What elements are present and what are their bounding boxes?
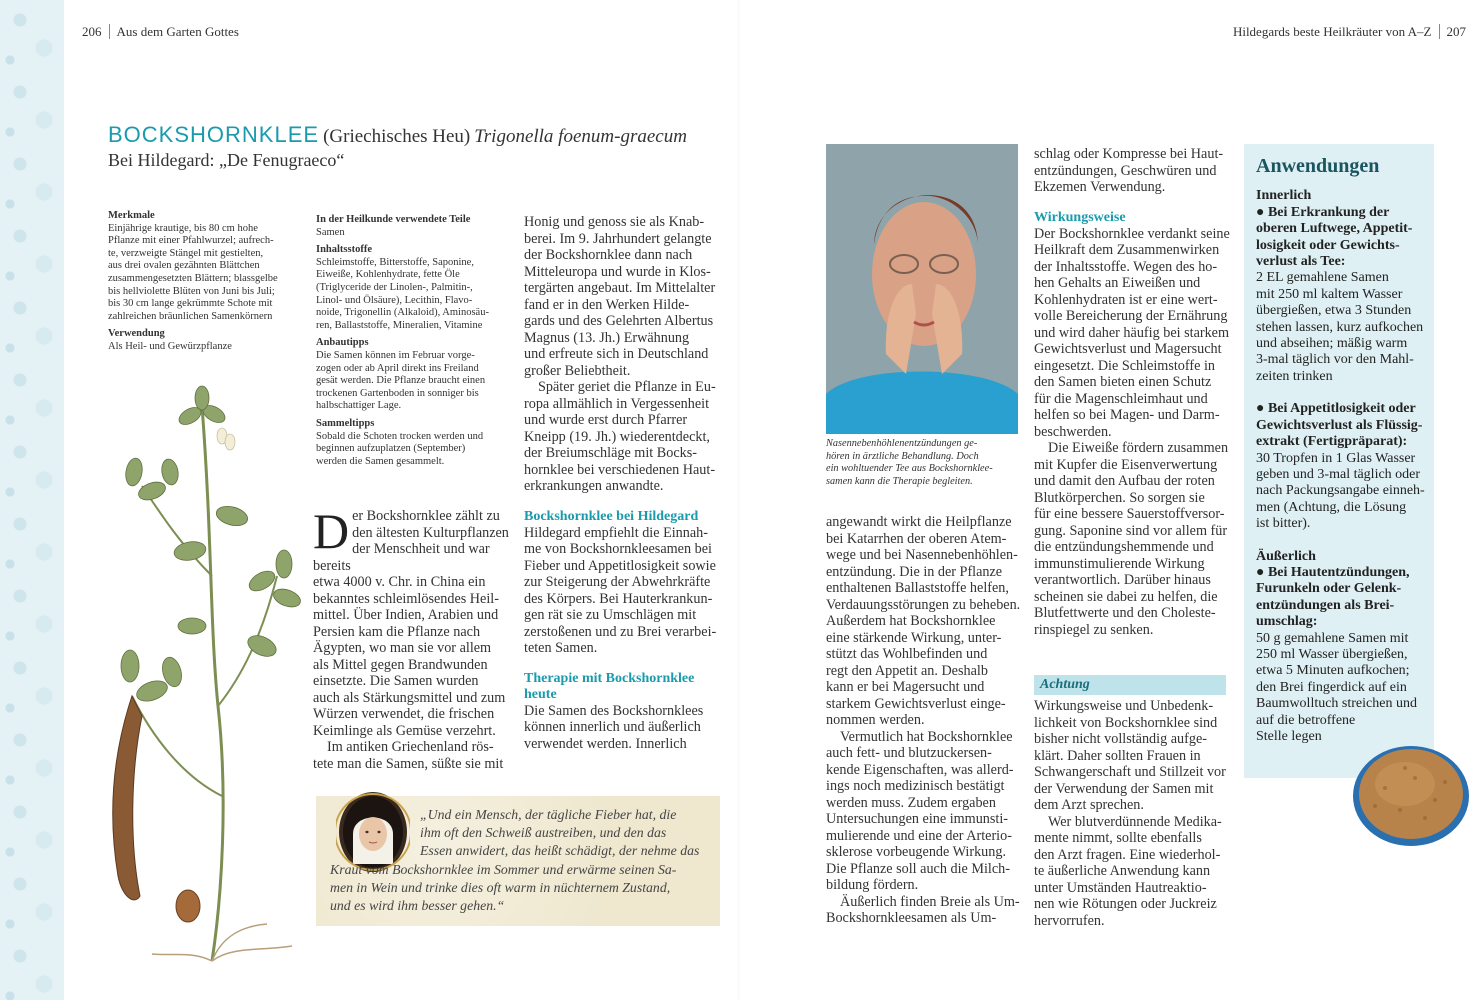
- text-line: Pflanze mit einer Pfahlwurzel; aufrech-: [108, 235, 274, 247]
- text-line: verwendet werden. Innerlich: [524, 735, 687, 752]
- text-line: bildung fördern.: [826, 877, 919, 893]
- text-line: hen Gehalts an Eiweißen und: [1034, 275, 1201, 291]
- text-line: zahlreichen bräunlichen Samenkörnern: [108, 310, 273, 322]
- text-line: schlag oder Kompresse bei Haut-: [1034, 146, 1224, 162]
- text-line: bisher nicht vollständig aufge-: [1034, 731, 1207, 747]
- intro-text: [313, 503, 513, 772]
- text-line: Eiweiße, Kohlenhydrate, fette Öle: [316, 269, 460, 281]
- text-line: gung. Saponine sind vor allem für: [1034, 522, 1228, 539]
- hildegard-name: Bei Hildegard: „De Fenugraeco“: [108, 150, 345, 170]
- sammeltipps-heading: Sammeltipps: [316, 417, 375, 429]
- text-line: gards und des Gelehrten Albertus: [524, 313, 714, 329]
- text-line: unter Umständen Hautreaktio-: [1034, 879, 1207, 896]
- page-gutter: [738, 0, 740, 1000]
- text-line: Bockshornkleesamen als Um-: [826, 910, 997, 926]
- text-line: trockenen Gartenboden in sonniger bis: [316, 387, 479, 399]
- photo-caption: [826, 438, 1024, 488]
- plant-illustration: [72, 376, 312, 966]
- text-line: und abseihen; mäßig warm: [1256, 336, 1408, 352]
- column-3-text: [524, 214, 720, 752]
- text-line: Mitteleuropa und wurde in Klos-: [524, 263, 711, 280]
- text-line: Schleimstoffe, Bitterstoffe, Saponine,: [316, 256, 474, 268]
- text-line: Würzen verwendet, die frischen: [313, 706, 495, 722]
- text-line: hervorrufen.: [1034, 912, 1105, 929]
- text-line: scheinen sie dabei zu helfen, die: [1034, 588, 1218, 605]
- text-line: sklerose vorbeugende Wirkung.: [826, 844, 1007, 860]
- text-line: immunstimulierende Wirkung: [1034, 555, 1205, 572]
- text-line: mit Kupfer die Eisenverwertung: [1034, 456, 1218, 473]
- text-line: rinspiegel zu senken.: [1034, 621, 1154, 638]
- text-line: Äußerlich finden Breie als Um-: [840, 893, 1020, 910]
- text-line: losigkeit oder Gewichts-: [1256, 237, 1400, 253]
- text-line: fand er in den Werken Hilde-: [524, 296, 690, 313]
- text-line: auch als Stärkungsmittel und zum: [313, 689, 506, 706]
- text-line: Sobald die Schoten trocken werden und: [316, 430, 484, 442]
- text-line: und wird daher häufig bei starkem: [1034, 324, 1230, 341]
- plant-name: BOCKSHORNKLEE: [108, 122, 320, 147]
- text-line: nen wie Rötungen oder Juckreiz: [1034, 896, 1217, 912]
- text-line: ist bitter).: [1256, 516, 1311, 532]
- text-line: stehen lassen, kurz aufkochen: [1256, 319, 1424, 335]
- verwendung-heading: Verwendung: [108, 328, 165, 340]
- text-line: geben und 3-mal täglich oder: [1256, 466, 1421, 482]
- section-heading-hildegard: Bockshornklee bei Hildegard: [524, 508, 699, 524]
- innerlich-heading: Innerlich: [1256, 188, 1312, 204]
- text-line: Ekzemen Verwendung.: [1034, 179, 1166, 195]
- text-line: ein wohltuender Tee aus Bockshornklee-: [826, 463, 993, 474]
- text-line: Untersuchungen eine immunsti-: [826, 811, 1009, 827]
- text-line: Einjährige krautige, bis 80 cm hohe: [108, 222, 258, 234]
- text-line: bei Katarrhen der oberen Atem-: [826, 530, 1007, 547]
- anbautipps-heading: Anbautipps: [316, 337, 369, 349]
- text-line: me von Bockshornkleesamen bei: [524, 541, 712, 557]
- text-line: tergärten angebaut. Im Mittelalter: [524, 280, 716, 296]
- text-line: den Samen bieten einen Schutz: [1034, 374, 1212, 390]
- text-line: mit 250 ml kaltem Wasser: [1256, 286, 1403, 302]
- text-line: mente nimmt, sollte ebenfalls: [1034, 830, 1202, 846]
- text-line: nach Packungsangabe einneh-: [1256, 483, 1425, 499]
- spacer: [1256, 385, 1428, 401]
- teile-text: Samen: [316, 226, 345, 238]
- text-line: Der Bockshornklee verdankt seine: [1034, 225, 1230, 242]
- text-line: den ältesten Kulturpflanzen: [352, 524, 509, 541]
- text-line: Ägypten, wo man sie vor allem: [313, 640, 492, 656]
- hildegard-quote-continued: [330, 861, 720, 916]
- text-line: den Arzt fragen. Eine wiederhol-: [1034, 846, 1221, 863]
- text-line: des Körpers. Bei Hauterkrankun-: [524, 590, 713, 607]
- text-line: auch fett- und blutzuckersen-: [826, 745, 992, 761]
- text-line: beginnen aufzuplatzen (September): [316, 443, 466, 455]
- text-line: Linol- und Ölsäure), Lecithin, Flavo-: [316, 294, 473, 306]
- chapter-title-left: Aus dem Garten Gottes: [116, 24, 239, 39]
- text-line: gen rät sie zu Umschlägen mit: [524, 607, 697, 623]
- text-line: ● Bei Appetitlosigkeit oder: [1256, 401, 1416, 417]
- text-line: Wer blutverdünnende Medika-: [1048, 813, 1222, 830]
- text-line: er Bockshornklee zählt zu: [352, 508, 500, 524]
- page-title: [108, 122, 687, 148]
- text-line: werden muss. Zudem ergaben: [826, 794, 996, 811]
- text-line: hornklee bei verschiedenen Haut-: [524, 461, 716, 478]
- text-line: etwa 4000 v. Chr. in China ein: [313, 574, 486, 590]
- text-line: ihm oft den Schweiß austreiben, und den das: [420, 825, 667, 841]
- text-line: entzündungen, Geschwüren und: [1034, 162, 1217, 179]
- text-line: werden die Samen gesammelt.: [316, 455, 445, 467]
- text-line: hören in ärztliche Behandlung. Doch: [826, 450, 979, 462]
- text-line: bis hellviolette Blüten von Juni bis Juli;: [108, 285, 275, 297]
- text-line: und damit den Aufbau der roten: [1034, 473, 1215, 489]
- inhaltsstoffe-heading: Inhaltsstoffe: [316, 244, 373, 256]
- text-line: beschwerden.: [1034, 423, 1112, 440]
- rh-divider: [109, 24, 110, 39]
- text-line: können innerlich und äußerlich: [524, 719, 701, 735]
- running-head-right: [1233, 24, 1466, 40]
- plant-alt-name: (Griechisches Heu): [323, 126, 471, 147]
- text-line: eingesetzt. Die Schleimstoffe in: [1034, 357, 1215, 374]
- text-line: Die Samen können im Februar vorge-: [316, 349, 475, 361]
- rh-divider: [1439, 24, 1440, 39]
- text-line: Heilkraft dem Zusammenwirken: [1034, 242, 1220, 258]
- text-line: Wirkungsweise und Unbedenk-: [1034, 698, 1214, 714]
- text-line: helfen so bei Magen- und Darm-: [1034, 407, 1220, 423]
- text-line: Persien kam die Pflanze nach: [313, 623, 481, 640]
- text-line: Kraut vom Bockshornklee im Sommer und erwärme seinen Sa-: [330, 862, 677, 877]
- plant-latin-name: Trigonella foenum-graecum: [474, 126, 687, 147]
- text-line: entzündung. Die in der Pflanze: [826, 563, 1003, 580]
- text-line: Schwangerschaft und Stillzeit vor: [1034, 764, 1226, 780]
- text-line: Später geriet die Pflanze in Eu-: [538, 379, 716, 395]
- text-line: ● Bei Erkrankung der: [1256, 204, 1390, 220]
- text-line: regt den Appetit an. Deshalb: [826, 662, 988, 679]
- text-line: Honig und genoss sie als Knab-: [524, 214, 705, 230]
- text-line: großer Beliebtheit.: [524, 362, 631, 379]
- text-line: Blutfettwerte und den Choleste-: [1034, 605, 1216, 621]
- achtung-text: [1034, 698, 1230, 929]
- text-line: extrakt (Fertigpräparat):: [1256, 434, 1408, 450]
- section-heading-therapie-2: heute: [524, 686, 557, 702]
- drop-cap: D: [313, 503, 350, 559]
- text-line: kann er bei Magersucht und: [826, 679, 985, 695]
- text-line: teten Samen.: [524, 640, 598, 656]
- text-line: starkem Gewichtsverlust einge-: [826, 695, 1006, 712]
- text-line: der Bockshornklee dann nach: [524, 247, 693, 263]
- woman-massaging-sinuses-photo: [826, 144, 1018, 434]
- column-6-text: [1034, 146, 1230, 638]
- text-line: Die Pflanze soll auch die Milch-: [826, 860, 1010, 877]
- text-line: für die Magenschleimhaut und: [1034, 390, 1208, 407]
- text-line: te, verzweigte Stängel mit gestielten,: [108, 247, 264, 259]
- text-line: te äußerliche Anwendung kann: [1034, 863, 1211, 879]
- text-line: Im antiken Griechenland rös-: [327, 739, 494, 755]
- text-line: der Inhaltsstoffe. Wegen des ho-: [1034, 258, 1218, 275]
- page-number-left: 206: [82, 24, 102, 39]
- text-line: Die Eiweiße fördern zusammen: [1048, 440, 1229, 456]
- text-line: Baumwolltuch streichen und: [1256, 696, 1417, 712]
- text-line: zusammengesetzten Blättern; blassgelbe: [108, 272, 278, 284]
- aeusserlich-heading: Äußerlich: [1256, 548, 1316, 564]
- text-line: 50 g gemahlene Samen mit: [1256, 630, 1409, 646]
- text-line: dem Arzt sprechen.: [1034, 797, 1144, 813]
- hildegard-quote: [420, 806, 714, 861]
- text-line: Kohlenhydraten ist er eine wert-: [1034, 291, 1218, 308]
- text-line: die entzündungshemmende und: [1034, 539, 1214, 555]
- text-line: Vermutlich hat Bockshornklee: [840, 728, 1013, 745]
- section-heading-therapie: Therapie mit Bockshornklee: [524, 670, 695, 686]
- text-line: übergießen, etwa 3 Stunden: [1256, 303, 1412, 319]
- text-line: verantwortlich. Darüber hinaus: [1034, 572, 1211, 588]
- text-line: „Und ein Mensch, der tägliche Fieber hat, die: [420, 807, 677, 822]
- text-line: den Brei fingerdick auf ein: [1256, 679, 1407, 695]
- column-5-text: [826, 514, 1022, 927]
- text-line: noide, Trigonellin (Alkaloid), Aminosäu-: [316, 307, 489, 319]
- text-line: 250 ml Wasser übergießen,: [1256, 646, 1408, 662]
- anwendungen-title: Anwendungen: [1256, 155, 1380, 177]
- text-line: der Breiumschläge mit Bocks-: [524, 445, 697, 461]
- text-line: aus drei ovalen gezähnten Blättchen: [108, 260, 260, 272]
- text-line: zerstoßenen und zu Brei verarbei-: [524, 623, 717, 640]
- text-line: verlust als Tee:: [1256, 254, 1346, 270]
- text-line: Blutkörperchen. So sorgen sie: [1034, 489, 1205, 506]
- text-line: Keimlinge als Gemüse verzehrt.: [313, 722, 496, 739]
- text-line: volle Bereicherung der Ernährung: [1034, 308, 1228, 324]
- text-line: enthaltenen Ballaststoffe helfen,: [826, 580, 1009, 596]
- text-line: oberen Luftwege, Appetit-: [1256, 221, 1413, 237]
- photo-illustration: [826, 144, 1018, 434]
- text-line: mulierende und eine der Arterio-: [826, 827, 1012, 844]
- text-line: ● Bei Hautentzündungen,: [1256, 564, 1410, 580]
- text-line: men in Wein und trinke dies oft warm in nüchternem Zustand,: [330, 880, 671, 896]
- text-line: ren, Ballaststoffe, Mineralien, Vitamine: [316, 319, 483, 331]
- text-line: bekanntes schleimlösendes Heil-: [313, 590, 499, 607]
- text-line: Furunkeln oder Gelenk-: [1256, 581, 1402, 597]
- text-line: und wurde erst durch Pfarrer: [524, 412, 688, 428]
- text-line: einsetzte. Die Samen wurden: [313, 673, 479, 689]
- text-line: für eine bessere Sauerstoffversor-: [1034, 506, 1225, 522]
- text-line: eine stärkende Wirkung, unter-: [826, 629, 1002, 646]
- text-line: ings noch medizinisch bestätigt: [826, 778, 1005, 794]
- text-line: halbschattiger Lage.: [316, 400, 402, 412]
- text-line: der Verwendung der Samen mit: [1034, 780, 1214, 797]
- anwendungen-content: [1256, 155, 1428, 745]
- text-line: Verdauungsstörungen zu beheben.: [826, 596, 1021, 613]
- text-line: auf die betroffene: [1256, 712, 1356, 728]
- text-line: Hildegard empfiehlt die Einnah-: [524, 524, 708, 541]
- teile-heading: In der Heilkunde verwendete Teile: [316, 214, 471, 225]
- text-line: Essen anwidert, das heißt schädigt, der nehme das: [420, 843, 700, 859]
- text-line: 3-mal täglich vor den Mahl-: [1256, 352, 1414, 368]
- merkmale-text: [108, 223, 304, 324]
- text-line: Gewichtsverlust und Magersucht: [1034, 341, 1222, 357]
- verwendung-text: Als Heil- und Gewürzpflanze: [108, 340, 232, 352]
- text-line: Nasennebenhöhlenentzündungen ge-: [826, 438, 978, 449]
- text-line: Stelle legen: [1256, 729, 1322, 744]
- text-line: samen kann die Therapie begleiten.: [826, 475, 973, 487]
- text-line: zur Steigerung der Abwehrkräfte: [524, 574, 711, 590]
- text-line: erkrankungen anwandte.: [524, 478, 664, 494]
- text-line: bis 30 cm lange gekrümmte Schote mit: [108, 298, 273, 310]
- text-line: kende Eigenschaften, was allerd-: [826, 761, 1014, 778]
- text-line: zogen oder ab April direkt ins Freiland: [316, 362, 479, 374]
- text-line: stützt das Wohlbefinden und: [826, 646, 988, 662]
- text-line: gesät werden. Die Pflanze braucht einen: [316, 375, 486, 387]
- text-line: und erfreute sich in Deutschland: [524, 346, 709, 362]
- achtung-heading: Achtung: [1040, 677, 1090, 692]
- text-line: nommen werden.: [826, 712, 925, 728]
- text-line: 30 Tropfen in 1 Glas Wasser: [1256, 450, 1416, 466]
- merkmale-heading: Merkmale: [108, 210, 155, 221]
- text-line: Außerdem hat Bockshornklee: [826, 613, 996, 629]
- text-line: berei. Im 9. Jahrhundert gelangte: [524, 230, 712, 247]
- text-line: Magnus (13. Jh.) Erwähnung: [524, 329, 690, 346]
- section-heading-wirkungsweise: Wirkungsweise: [1034, 209, 1126, 225]
- text-line: etwa 5 Minuten aufkochen;: [1256, 663, 1410, 679]
- text-line: men (Achtung, die Lösung: [1256, 499, 1407, 515]
- page-number-right: 207: [1446, 24, 1466, 39]
- text-line: zeiten trinken: [1256, 368, 1333, 384]
- text-line: tete man die Samen, süßte sie mit: [313, 755, 504, 772]
- text-line: mittel. Über Indien, Arabien und: [313, 607, 499, 623]
- chapter-title-right: Hildegards beste Heilkräuter von A–Z: [1232, 24, 1432, 39]
- text-line: Fieber und Appetitlosigkeit sowie: [524, 557, 716, 574]
- text-line: Die Samen des Bockshornklees: [524, 702, 704, 719]
- text-line: (Triglyceride der Linolen-, Palmitin-,: [316, 281, 473, 293]
- spacer: [1256, 533, 1428, 549]
- running-head-left: [82, 24, 239, 40]
- text-line: als Mittel gegen Brandwunden: [313, 656, 488, 673]
- text-line: wege und bei Nasennebenhöhlen-: [826, 547, 1018, 563]
- text-line: Kneipp (19. Jh.) wiederentdeckt,: [524, 428, 710, 445]
- text-line: umschlag:: [1256, 614, 1318, 630]
- text-line: entzündungen als Brei-: [1256, 597, 1395, 613]
- heilkunde-box: [316, 214, 512, 468]
- text-line: ropa allmählich in Vergessenheit: [524, 395, 710, 412]
- seed-bowl-image: [1345, 738, 1471, 848]
- decorative-border: [0, 0, 64, 1000]
- text-line: 2 EL gemahlene Samen: [1256, 270, 1389, 286]
- text-line: klärt. Daher sollten Frauen in: [1034, 747, 1201, 764]
- merkmale-box: [108, 210, 304, 354]
- text-line: und es wird ihm besser gehen.“: [330, 898, 505, 914]
- text-line: lichkeit von Bockshornklee sind: [1034, 714, 1218, 731]
- text-line: Gewichtsverlust als Flüssig-: [1256, 417, 1423, 433]
- text-line: angewandt wirkt die Heilpflanze: [826, 514, 1012, 530]
- text-line: der Menschheit und war bereits: [313, 541, 490, 574]
